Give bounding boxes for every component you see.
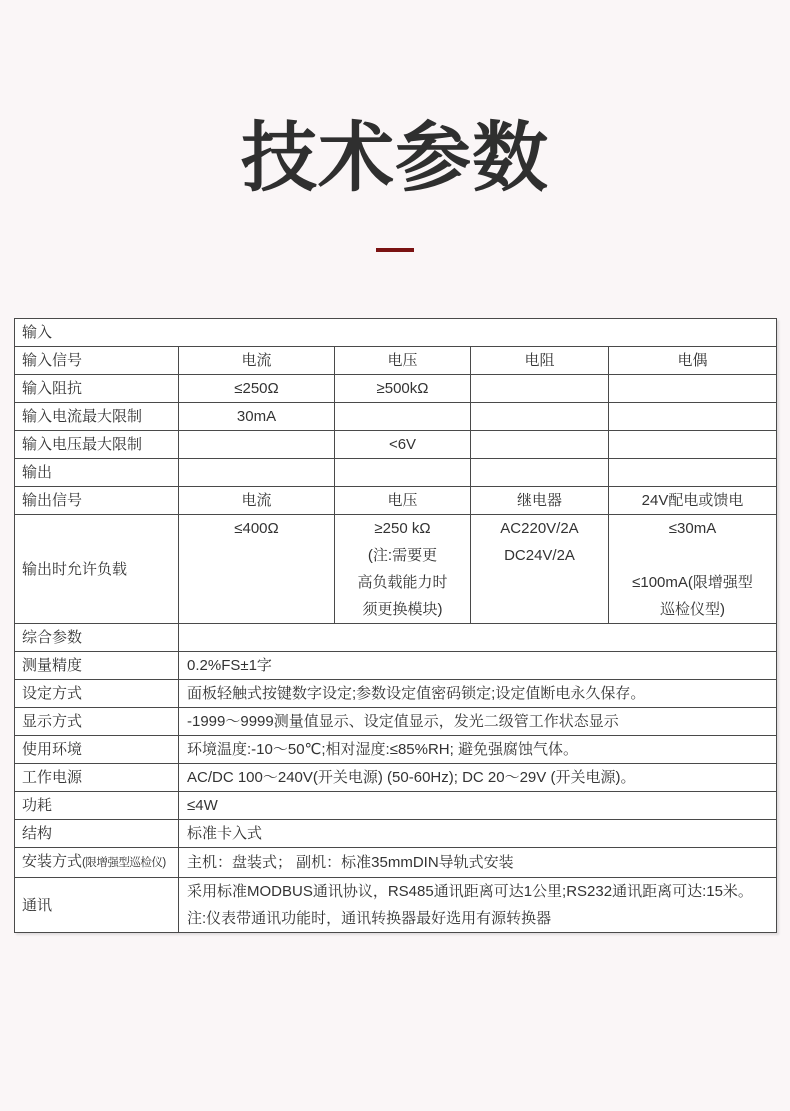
table-row — [15, 403, 777, 431]
row-label-cell: 结构 — [15, 820, 179, 848]
row-label-cell: 输入信号 — [15, 347, 179, 375]
value-cell — [471, 403, 609, 431]
row-label-cell: 显示方式 — [15, 708, 179, 736]
row-label-cell: 输入电压最大限制 — [15, 431, 179, 459]
cell-line: ≤400Ω — [234, 520, 279, 538]
table-row — [15, 652, 777, 680]
value-cell — [335, 403, 471, 431]
value-cell — [609, 515, 777, 624]
value-cell-wide: -1999～9999测量值显示、设定值显示，发光二级管工作状态显示 — [179, 708, 777, 736]
cell-line: 巡检仪型) — [660, 601, 726, 619]
table-row — [15, 848, 777, 878]
row-label-cell: 输入电流最大限制 — [15, 403, 179, 431]
value-cell-wide: ≤4W — [179, 792, 777, 820]
table-row — [15, 736, 777, 764]
cell-line — [615, 542, 770, 569]
value-cell: ≤250Ω — [179, 375, 335, 403]
value-cell: 30mA — [179, 403, 335, 431]
value-cell-wide: 标准卡入式 — [179, 820, 777, 848]
table-row — [15, 459, 777, 487]
table-row — [15, 515, 777, 624]
row-label-cell: 输入阻抗 — [15, 375, 179, 403]
value-cell — [609, 459, 777, 487]
value-cell: 继电器 — [471, 487, 609, 515]
value-cell: 24V配电或馈电 — [609, 487, 777, 515]
table-row — [15, 878, 777, 933]
row-label-cell: 功耗 — [15, 792, 179, 820]
value-cell: 电压 — [335, 347, 471, 375]
value-cell-wide: 环境温度:-10～50℃;相对湿度:≤85%RH; 避免强腐蚀气体。 — [179, 736, 777, 764]
value-cell — [179, 431, 335, 459]
cell-line: 注:仪表带通讯功能时，通讯转换器最好选用有源转换器 — [187, 910, 552, 928]
table-row — [15, 792, 777, 820]
row-label-cell: 输出时允许负载 — [15, 515, 179, 624]
value-cell-wide: AC/DC 100～240V(开关电源) (50-60Hz); DC 20～29V (开关电源)。 — [179, 764, 777, 792]
value-cell — [471, 375, 609, 403]
cell-line: 须更换模块) — [362, 601, 443, 619]
value-cell-wide — [179, 878, 777, 933]
row-label-cell: 安装方式(限增强型巡检仪) — [15, 848, 179, 878]
row-label-cell: 工作电源 — [15, 764, 179, 792]
value-cell — [179, 515, 335, 624]
value-cell: <6V — [335, 431, 471, 459]
value-cell — [471, 515, 609, 624]
table-row — [15, 319, 777, 347]
table-row — [15, 375, 777, 403]
table-row — [15, 680, 777, 708]
row-label-cell: 输出信号 — [15, 487, 179, 515]
row-label-cell: 设定方式 — [15, 680, 179, 708]
value-cell: 电流 — [179, 487, 335, 515]
table-row — [15, 764, 777, 792]
value-cell — [179, 459, 335, 487]
value-cell: 电阻 — [471, 347, 609, 375]
value-cell — [471, 459, 609, 487]
title-accent-rule — [376, 248, 414, 252]
value-cell-wide — [179, 624, 777, 652]
table-row — [15, 708, 777, 736]
value-cell: 电流 — [179, 347, 335, 375]
table-row — [15, 431, 777, 459]
value-cell-wide: 面板轻触式按键数字设定;参数设定值密码锁定;设定值断电永久保存。 — [179, 680, 777, 708]
table-row — [15, 347, 777, 375]
table-row — [15, 487, 777, 515]
value-cell: ≥500kΩ — [335, 375, 471, 403]
value-cell: 电偶 — [609, 347, 777, 375]
cell-line: (注:需要更 — [367, 547, 438, 565]
value-cell-wide: 主机：盘装式； 副机：标准35mmDIN导轨式安装 — [179, 848, 777, 878]
cell-line: ≤100mA(限增强型 — [632, 574, 753, 592]
spec-table — [14, 318, 777, 933]
value-cell — [471, 431, 609, 459]
value-cell — [609, 403, 777, 431]
row-label-cell: 输入 — [15, 319, 777, 347]
row-label-small: (限增强型巡检仪) — [82, 857, 166, 870]
value-cell — [609, 375, 777, 403]
cell-line: DC24V/2A — [504, 547, 575, 565]
cell-line: 高负载能力时 — [357, 574, 448, 592]
cell-line: ≥250 kΩ — [374, 520, 431, 538]
cell-line: ≤30mA — [668, 520, 717, 538]
value-cell — [335, 515, 471, 624]
table-row — [15, 624, 777, 652]
value-cell-wide: 0.2%FS±1字 — [179, 652, 777, 680]
value-cell — [335, 459, 471, 487]
row-label-cell: 综合参数 — [15, 624, 179, 652]
row-label-cell: 输出 — [15, 459, 179, 487]
spec-table-body — [15, 319, 777, 933]
page-title: 技术参数 — [241, 116, 549, 201]
value-cell: 电压 — [335, 487, 471, 515]
row-label-cell: 使用环境 — [15, 736, 179, 764]
row-label-cell: 测量精度 — [15, 652, 179, 680]
row-label-cell: 通讯 — [15, 878, 179, 933]
cell-line: 采用标准MODBUS通讯协议，RS485通讯距离可达1公里;RS232通讯距离可达:15米。 — [187, 883, 753, 901]
table-row — [15, 820, 777, 848]
cell-line: AC220V/2A — [500, 520, 579, 538]
value-cell — [609, 431, 777, 459]
